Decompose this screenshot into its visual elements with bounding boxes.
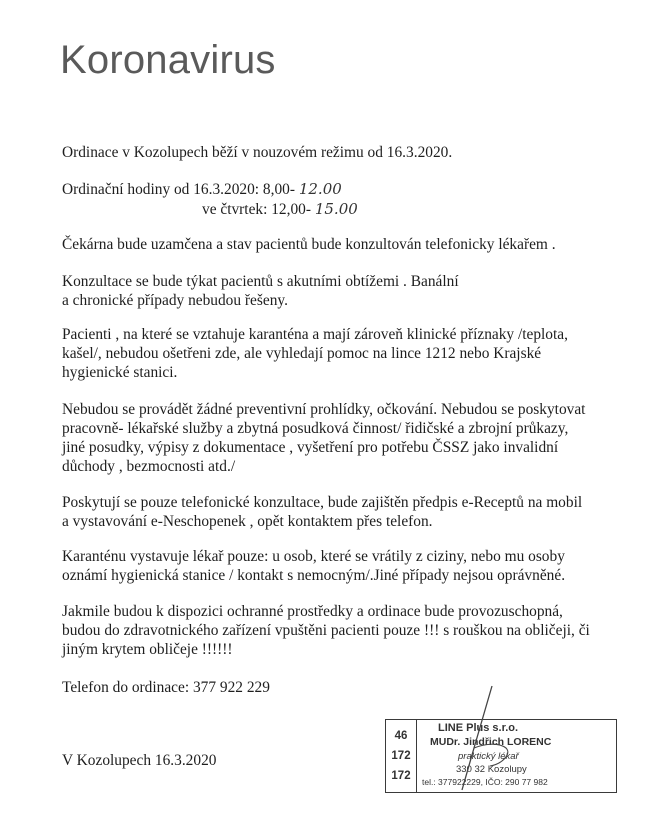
text-paragraph: Poskytují se pouze telefonické konzultace, bude zajištěn předpis e-Receptů na mobil [62,494,583,511]
stamp-contact: tel.: 377922229, IČO: 290 77 982 [422,777,548,787]
text-paragraph: pracovně- lékařské služby a zbytná posudková činnost/ řidičské a zbrojní průkazy, [62,420,569,437]
stamp-number: 172 [391,750,411,762]
stamp-number: 46 [394,730,408,742]
text-thursday [202,200,358,219]
text-hours-handwritten: 12.00 [298,180,342,198]
text-paragraph: Karanténu vystavuje lékař pouze: u osob, které se vrátily z ciziny, nebo mu osoby [62,548,565,565]
text-paragraph: a chronické případy nebudou řešeny. [62,292,288,309]
stamp-doctor: MUDr. Jindřich LORENC [430,736,552,748]
stamp-company: LINE Plus s.r.o. [438,722,519,734]
text-paragraph: oznámí hygienická stanice / kontakt s nemocným/.Jiné případy nejsou oprávněné. [62,567,566,584]
text-paragraph: Pacienti , na které se vztahuje karanténa a mají zároveň klinické příznaky /teplota, [62,326,568,343]
stamp-address: 330 32 Kozolupy [456,764,527,775]
text-paragraph: Jakmile budou k dispozici ochranné prostředky a ordinace bude provozuschopná, [62,603,563,620]
text-paragraph: jiným krytem obličeje !!!!!! [62,641,233,658]
text-paragraph: hygienické stanici. [62,364,178,381]
text-ordinace: Ordinace v Kozolupech běží v nouzovém režimu od 16.3.2020. [62,144,453,161]
text-paragraph: kašel/, nebudou ošetřeni zde, ale vyhledají pomoc na lince 1212 nebo Krajské [62,345,542,362]
text-paragraph: Nebudou se provádět žádné preventivní prohlídky, očkování. Nebudou se poskytovat [62,401,586,418]
text-hours [62,180,342,199]
text-phone: Telefon do ordinace: 377 922 229 [62,679,270,696]
text-paragraph: důchody , bezmocnosti atd./ [62,458,236,475]
text-place-date: V Kozolupech 16.3.2020 [62,752,217,769]
stamp-role: praktický lékař [458,751,519,762]
text-paragraph: a vystavování e-Neschopenek , opět kontaktem přes telefon. [62,513,433,530]
text-hours-label: Ordinační hodiny od 16.3.2020: 8,00- [62,181,295,198]
signature [440,684,560,794]
text-thursday-label: ve čtvrtek: 12,00- [202,201,311,218]
text-paragraph: budou do zdravotnického zařízení vpuštěni pacienti pouze !!! s rouškou na obličeji, či [62,622,590,639]
text-paragraph: Konzultace se bude týkat pacientů s akutními obtížemi . Banální [62,273,459,290]
stamp-number-column [386,720,417,792]
text-paragraph: jiné posudky, výpisy z dokumentace , vyšetření pro potřebu ČSSZ jako invalidní [62,439,559,456]
page-title: Koronavirus [60,38,276,82]
text-thursday-handwritten: 15.00 [314,200,358,218]
text-paragraph: Čekárna bude uzamčena a stav pacientů bude konzultován telefonicky lékařem . [62,236,556,253]
stamp-number: 172 [391,770,411,782]
